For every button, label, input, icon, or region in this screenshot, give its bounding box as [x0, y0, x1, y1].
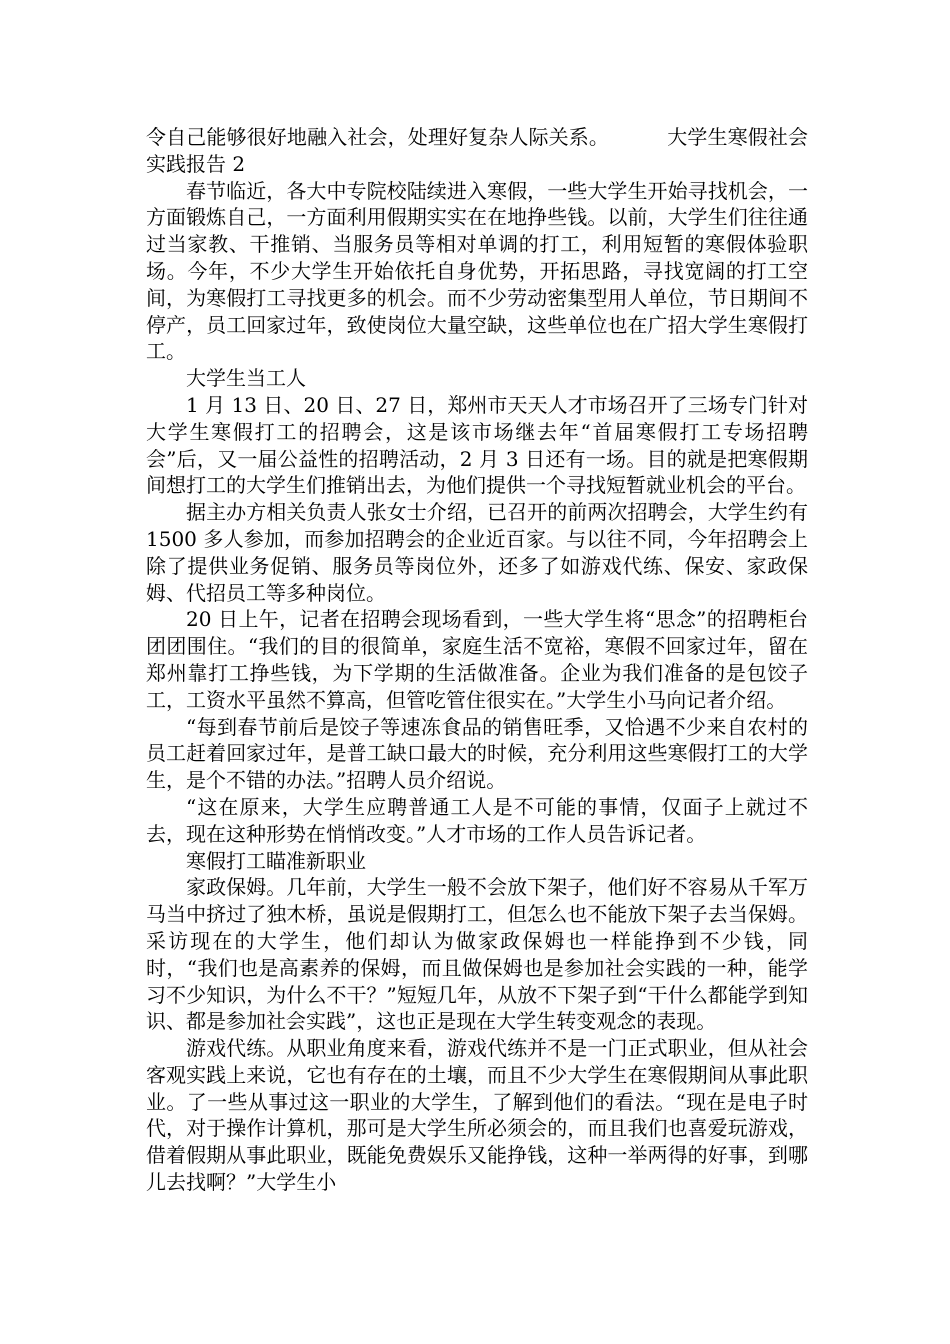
paragraph-staff-quote: “这在原来，大学生应聘普通工人是不可能的事情，仅面子上就过不去，现在这种形势在悄悄改变。”人才市场的工作人员告诉记者。: [146, 794, 808, 846]
report-title: 大学生寒假社会实践报告 2: [146, 125, 809, 176]
paragraph-job-fairs: 1 月 13 日、20 日、27 日，郑州市天天人才市场召开了三场专门针对大学生寒假打工的招聘会，这是该市场继去年“首届寒假打工专场招聘会”后，又一届公益性的招聘活动，2 月 3 日还有一场。目的就是把寒假期间想打工的大学生们推销出去，为他们提供一个寻找短暂就业机会的平台。: [146, 392, 808, 498]
opening-line: 令自己能够很好地融入社会，处理好复杂人际关系。: [146, 125, 610, 149]
paragraph-organizer: 据主办方相关负责人张女士介绍，已召开的前两次招聘会，大学生约有 1500 多人参加，而参加招聘会的企业近百家。与以往不同，今年招聘会上除了提供业务促销、服务员等岗位外，还多了如游戏代练、保安、家政保姆、代招员工等多种岗位。: [146, 500, 808, 605]
paragraph-housekeeping: 家政保姆。几年前，大学生一般不会放下架子，他们好不容易从千军万马当中挤过了独木桥，虽说是假期打工，但怎么也不能放下架子去当保姆。采访现在的大学生，他们却认为做家政保姆也一样能挣到不少钱，同时，“我们也是高素养的保姆，而且做保姆也是参加社会实践的一种，能学习不少知识，为什么不干？”短短几年，从放不下架子到“干什么都能学到知识、都是参加社会实践”，这也正是现在大学生转变观念的表现。: [146, 875, 808, 1034]
paragraph-game-leveling: 游戏代练。从职业角度来看，游戏代练并不是一门正式职业，但从社会客观实践上来说，它也有存在的土壤，而且不少大学生在寒假期间从事此职业。了一些从事过这一职业的大学生，了解到他们的看法。“现在是电子时代，对于操作计算机，那可是大学生所必须会的，而且我们也喜爱玩游戏，借着假期从事此职业，既能免费娱乐又能挣钱，这种一举两得的好事，到哪儿去找啊？”大学生小: [146, 1036, 808, 1195]
section-heading-workers: 大学生当工人: [186, 366, 306, 391]
paragraph-reporter-scene: 20 日上午，记者在招聘会现场看到，一些大学生将“思念”的招聘柜台团团围住。“我们的目的很简单，家庭生活不宽裕，寒假不回家过年，留在郑州靠打工挣些钱，为下学期的生活做准备。企业为我们准备的是包饺子工，工资水平虽然不算高，但管吃管住很实在。”大学生小马向记者介绍。: [146, 607, 808, 712]
opening-paragraph: [146, 124, 808, 178]
document-body: [146, 124, 808, 1196]
paragraph-recruiter-quote: “每到春节前后是饺子等速冻食品的销售旺季，又恰遇不少来自农村的员工赶着回家过年，是普工缺口最大的时候，充分利用这些寒假打工的大学生，是个不错的办法。”招聘人员介绍说。: [146, 714, 808, 793]
section-heading-new-jobs: 寒假打工瞄准新职业: [186, 848, 366, 873]
paragraph-intro: 春节临近，各大中专院校陆续进入寒假，一些大学生开始寻找机会，一方面锻炼自己，一方面利用假期实实在在地挣些钱。以前，大学生们往往通过当家教、干推销、当服务员等相对单调的打工，利用短暂的寒假体验职场。今年，不少大学生开始依托自身优势，开拓思路，寻找宽阔的打工空间，为寒假打工寻找更多的机会。而不少劳动密集型用人单位，节日期间不停产，员工回家过年，致使岗位大量空缺，这些单位也在广招大学生寒假打工。: [146, 178, 808, 364]
